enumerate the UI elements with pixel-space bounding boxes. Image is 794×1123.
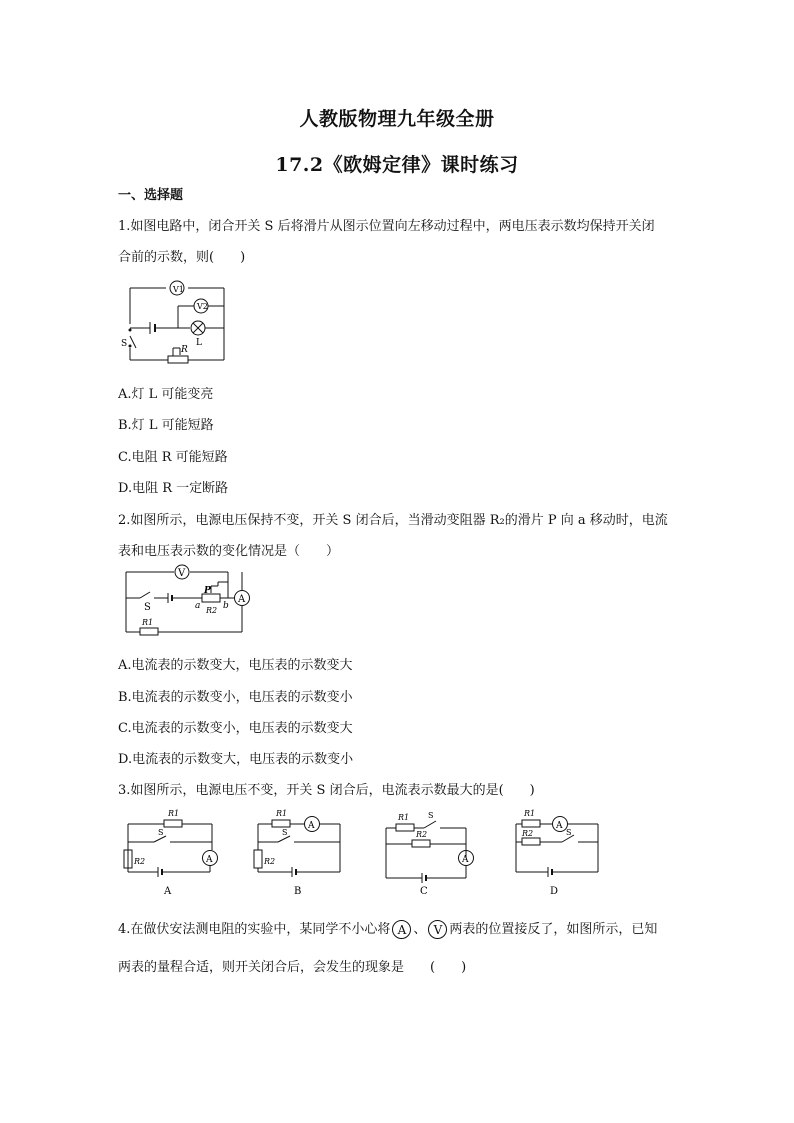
q2-b-terminal: b xyxy=(223,601,229,611)
q3c-ammeter: A xyxy=(462,855,469,865)
q3a-r2: R2 xyxy=(134,857,146,866)
q3a-ammeter: A xyxy=(206,855,213,865)
q1-v1-label: V1 xyxy=(173,285,184,294)
q3-circuit-b xyxy=(252,806,347,898)
q1-r-label: R xyxy=(181,345,188,355)
q3b-label: B xyxy=(294,886,302,897)
q2-r2-label: R2 xyxy=(206,606,218,615)
q2-option-b: B.电流表的示数变小，电压表的示数变小 xyxy=(118,690,353,705)
q3-stem: 3.如图所示，电源电压不变，开关 S 闭合后，电流表示数最大的是( ) xyxy=(118,783,535,798)
q2-voltmeter-label: V xyxy=(178,568,186,579)
q1-option-a: A.灯 L 可能变亮 xyxy=(118,387,214,402)
q3a-label: A xyxy=(164,886,172,897)
q2-p-label: P xyxy=(204,586,211,596)
q3b-s: S xyxy=(282,828,288,837)
q3c-s: S xyxy=(428,811,434,820)
q1-option-c: C.电阻 R 可能短路 xyxy=(118,450,228,465)
q3b-r2: R2 xyxy=(264,857,276,866)
q1-option-b: B.灯 L 可能短路 xyxy=(118,418,214,433)
q4-stem-line2: 两表的量程合适，则开关闭合后，会发生的现象是 ( ) xyxy=(118,960,467,975)
q4-prefix: 4.在做伏安法测电阻的实验中，某同学不小心将 xyxy=(118,922,391,937)
q2-option-d: D.电流表的示数变大，电压表的示数变小 xyxy=(118,752,354,767)
q3-circuit-a xyxy=(122,806,217,898)
q2-switch-label: S xyxy=(144,602,151,613)
q2-a-terminal: a xyxy=(195,601,201,611)
q3d-r1: R1 xyxy=(524,809,536,818)
q3c-r1: R1 xyxy=(398,813,410,822)
q2-ammeter-label: A xyxy=(238,594,246,605)
q2-stem-line1: 2.如图所示，电源电压保持不变，开关 S 闭合后，当滑动变阻器 R₂的滑片 P 向 a 移动时，电流 xyxy=(118,513,668,528)
q2-r1-label: R1 xyxy=(142,618,154,627)
section-heading: 一、选择题 xyxy=(118,188,184,203)
q3a-r1: R1 xyxy=(168,809,180,818)
q2-stem-line2: 表和电压表示数的变化情况是（ ） xyxy=(118,544,340,559)
q1-circuit-diagram xyxy=(118,278,233,368)
q3c-r2: R2 xyxy=(416,830,428,839)
q3d-s: S xyxy=(566,828,572,837)
voltmeter-symbol: V xyxy=(428,920,447,939)
q3d-ammeter: A xyxy=(556,821,563,831)
q2-option-a: A.电流表的示数变大，电压表的示数变大 xyxy=(118,658,353,673)
document-subtitle: 17.2《欧姆定律》课时练习 xyxy=(275,154,519,176)
document-title: 人教版物理九年级全册 xyxy=(299,108,495,130)
q3b-ammeter: A xyxy=(308,821,315,831)
q3b-r1: R1 xyxy=(276,809,288,818)
q3d-r2: R2 xyxy=(522,829,534,838)
q1-s-label: S xyxy=(121,339,128,349)
q4-stem-line1 xyxy=(118,918,657,939)
q1-stem-line1: 1.如图电路中，闭合开关 S 后将滑片从图示位置向左移动过程中，两电压表示数均保持开关闭 xyxy=(118,219,655,234)
q3a-s: S xyxy=(158,828,164,837)
q4-suffix: 两表的位置接反了，如图所示，已知 xyxy=(449,922,658,937)
q1-l-label: L xyxy=(196,338,202,348)
q2-circuit-diagram xyxy=(118,562,263,638)
q1-option-d: D.电阻 R 一定断路 xyxy=(118,481,229,496)
q2-option-c: C.电流表的示数变小，电压表的示数变大 xyxy=(118,721,353,736)
q3-circuit-c xyxy=(382,806,482,898)
q1-v2-label: V2 xyxy=(197,302,208,311)
q3c-label: C xyxy=(420,886,428,897)
q1-stem-line2: 合前的示数，则( ) xyxy=(118,250,246,265)
q3-circuit-d xyxy=(512,806,607,898)
q4-separator: 、 xyxy=(413,922,427,937)
q3d-label: D xyxy=(550,886,559,897)
ammeter-symbol: A xyxy=(392,920,411,939)
